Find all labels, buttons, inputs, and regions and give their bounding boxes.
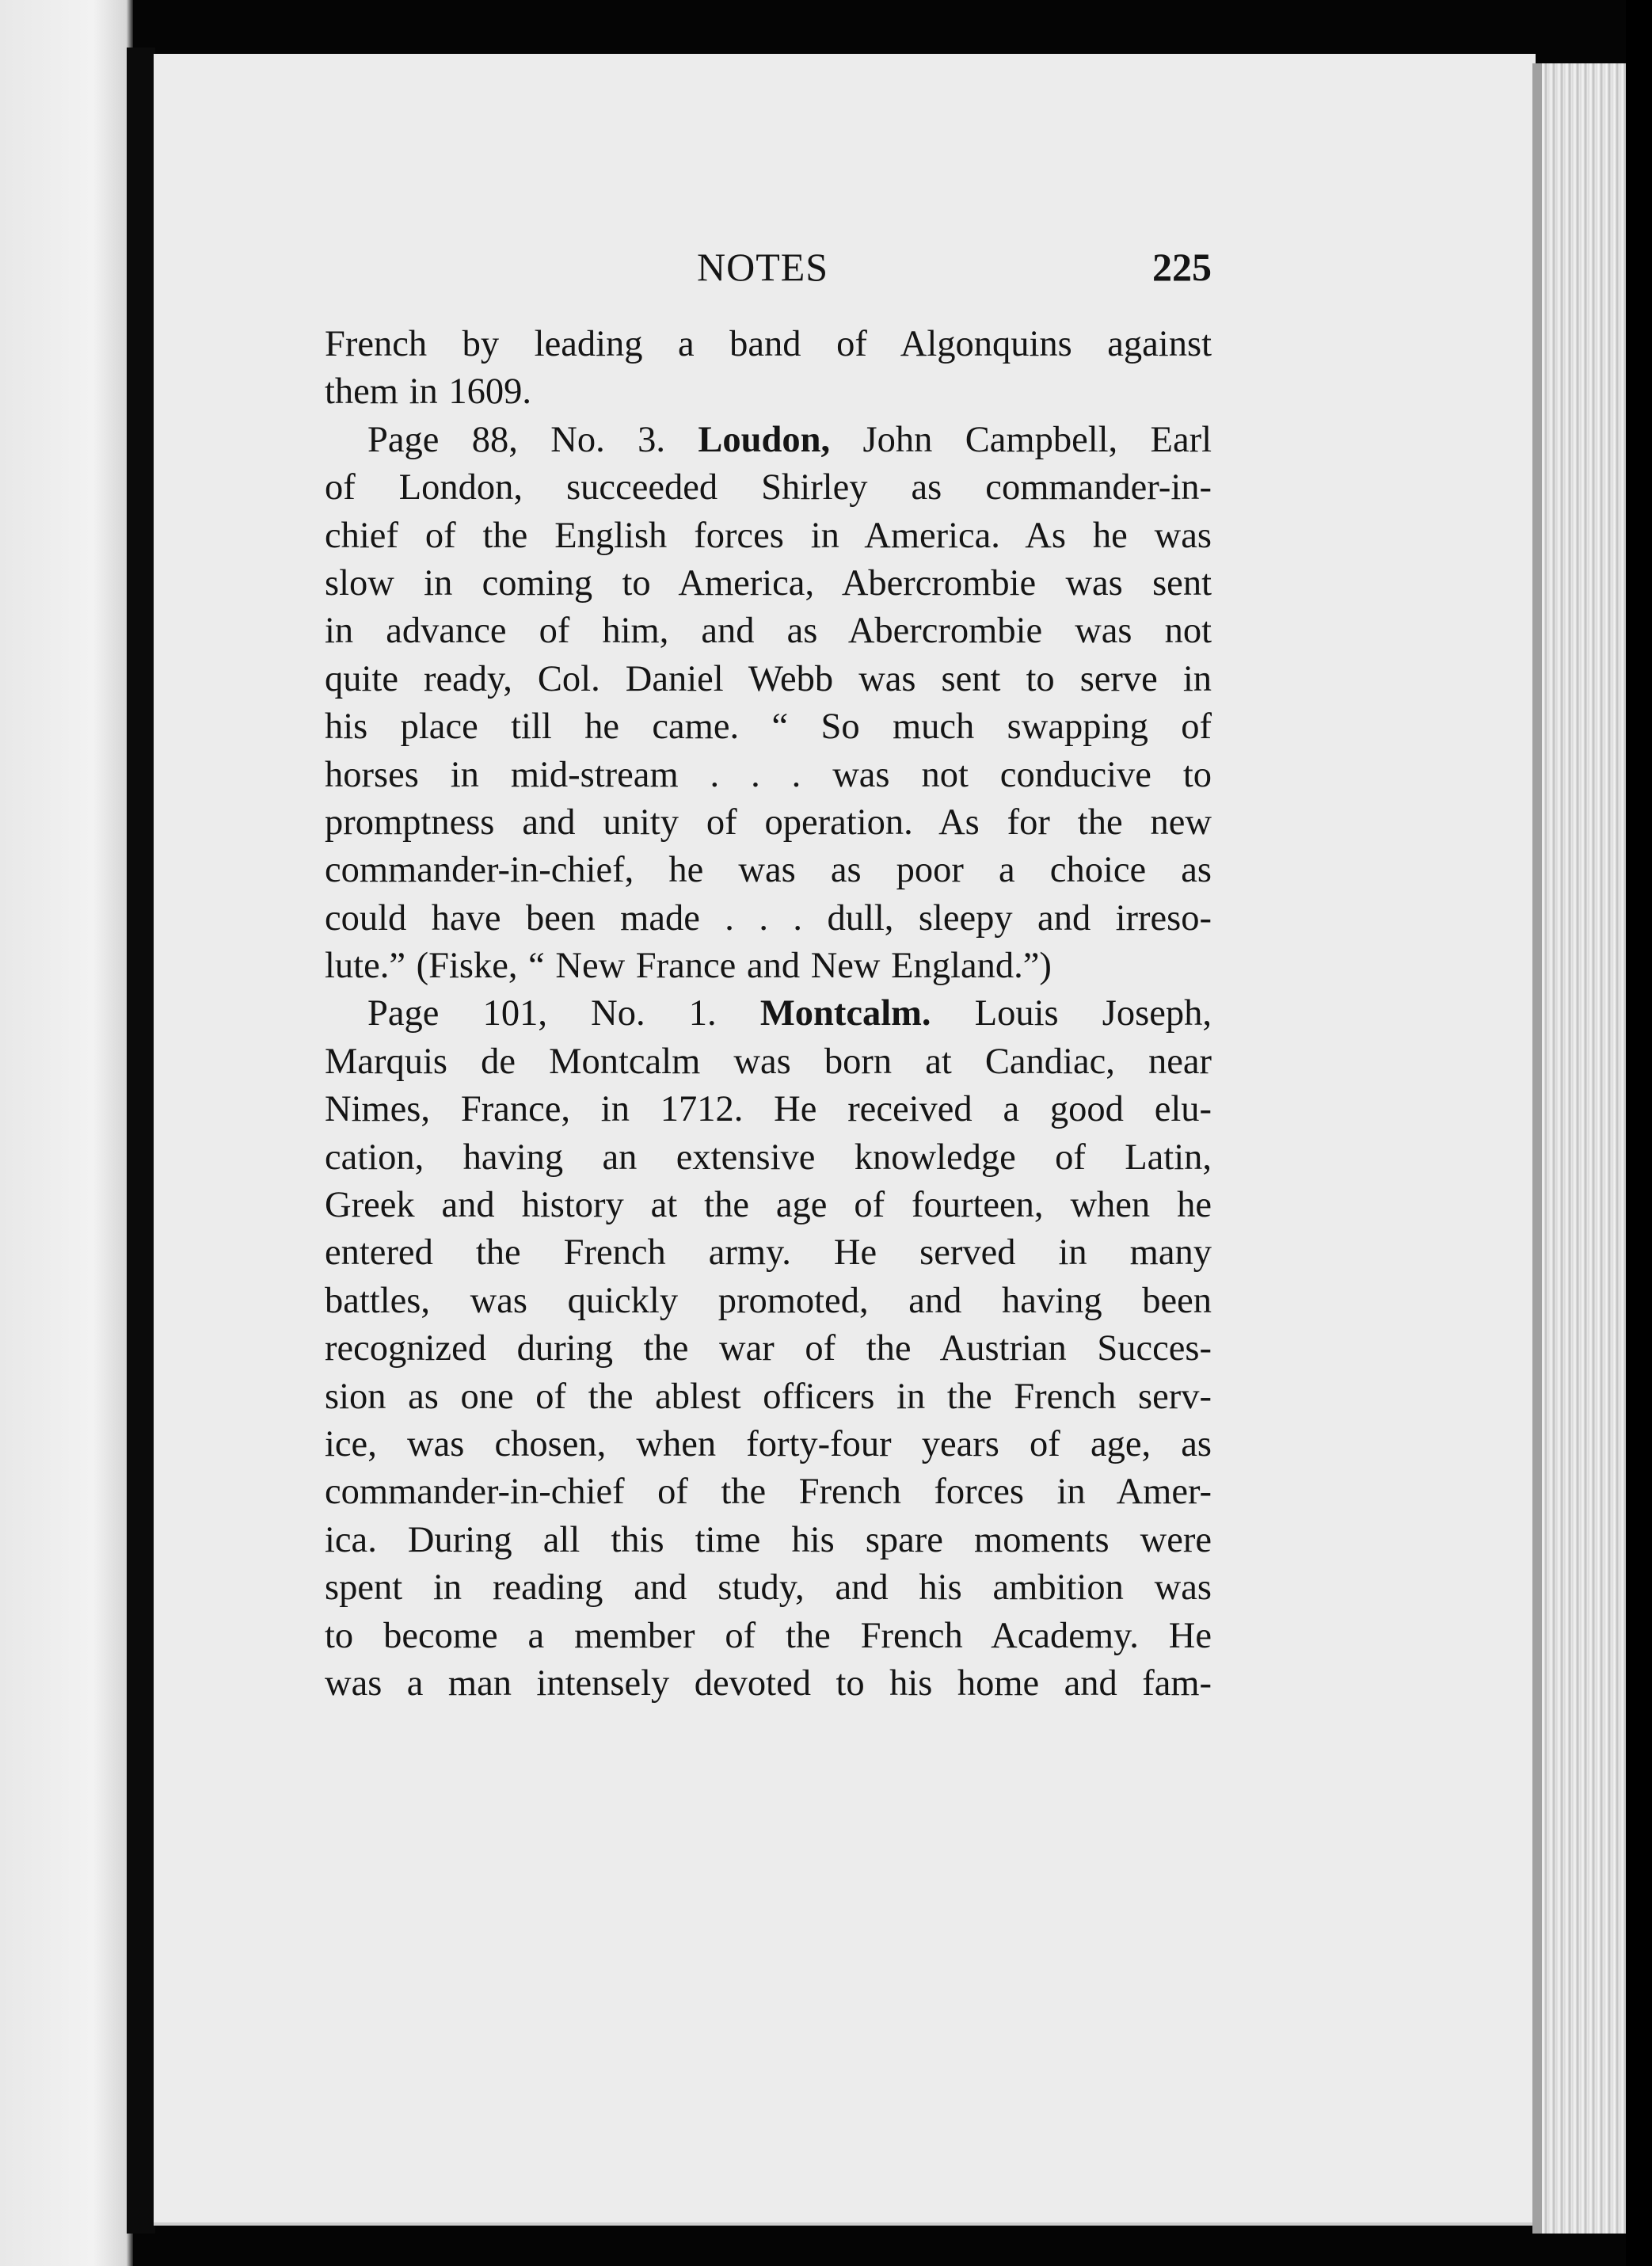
text-line: to become a member of the French Academy. He <box>325 1615 1212 1656</box>
left-page-edge <box>0 0 133 2266</box>
note-term: Loudon, <box>698 419 831 460</box>
text-line: cation, having an extensive knowledge of Latin, <box>325 1137 1212 1178</box>
body-text <box>325 321 1212 1708</box>
text-line: promptness and unity of operation. As for the new <box>325 802 1212 843</box>
note-reference: Page 88, No. 3. <box>367 419 665 460</box>
text-line: Nimes, France, in 1712. He received a good elu- <box>325 1089 1212 1130</box>
text-line: them in 1609. <box>325 371 532 413</box>
text-line <box>325 990 1212 1038</box>
text-line: French by leading a band of Algonquins against <box>325 324 1212 364</box>
page-title: NOTES <box>697 245 829 289</box>
text-line: spent in reading and study, and his ambition was <box>325 1567 1212 1609</box>
text-line: sion as one of the ablest officers in the French serv- <box>325 1376 1212 1417</box>
text-line: was a man intensely devoted to his home and fam- <box>325 1662 1212 1704</box>
text-line: chief of the English forces in America. As he was <box>325 515 1212 556</box>
text-line: Marquis de Montcalm was born at Candiac, near <box>325 1041 1212 1082</box>
text-line: his place till he came. “ So much swapping of <box>325 706 1212 748</box>
text-line: could have been made . . . dull, sleepy and irreso- <box>325 897 1212 939</box>
text-line: of London, succeeded Shirley as commander-in- <box>325 467 1212 508</box>
text-line: in advance of him, and as Abercrombie was not <box>325 611 1212 652</box>
text-line: ica. During all this time his spare moments were <box>325 1519 1212 1560</box>
text-line: entered the French army. He served in many <box>325 1232 1212 1274</box>
running-head <box>325 244 1212 299</box>
text-line <box>325 417 1212 464</box>
right-dark-border <box>1626 0 1652 2266</box>
book-gutter <box>127 48 155 2234</box>
text-line: commander-in-chief of the French forces in Amer- <box>325 1472 1212 1513</box>
text-line: commander-in-chief, he was as poor a choice as <box>325 850 1212 891</box>
text-line: Greek and history at the age of fourteen, when he <box>325 1185 1212 1226</box>
page-stack-edge <box>1532 63 1626 2234</box>
text-line: slow in coming to America, Abercrombie was sent <box>325 562 1212 604</box>
note-term: Montcalm. <box>759 993 931 1034</box>
note-text: Louis Joseph, <box>974 993 1212 1034</box>
text-line: ice, was chosen, when forty-four years of age, as <box>325 1423 1212 1464</box>
text-line: recognized during the war of the Austrian Succes- <box>325 1328 1212 1369</box>
text-line: battles, was quickly promoted, and having been <box>325 1280 1212 1321</box>
page-stack-shadow <box>1532 63 1542 2234</box>
page-number: 225 <box>1152 245 1212 289</box>
text-line: horses in mid-stream . . . was not conducive to <box>325 754 1212 795</box>
note-reference: Page 101, No. 1. <box>367 993 717 1034</box>
note-text: John Campbell, Earl <box>862 419 1212 460</box>
text-line: lute.” (Fiske, “ New France and New England.”) <box>325 946 1052 987</box>
text-line: quite ready, Col. Daniel Webb was sent to serve in <box>325 658 1212 699</box>
